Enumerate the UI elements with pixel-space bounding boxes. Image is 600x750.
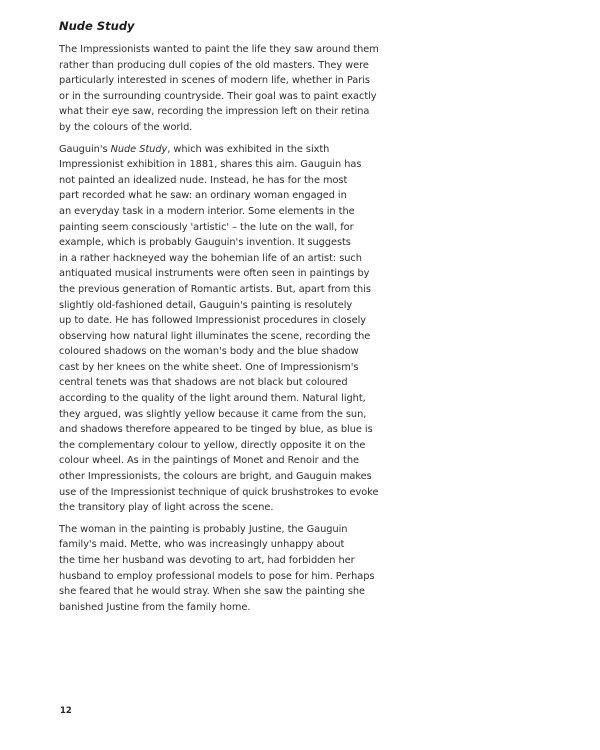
text-line: the complementary colour to yellow, directly opposite it on the	[59, 439, 366, 451]
text-line: and shadows therefore appeared to be tinged by blue, as blue is	[59, 424, 373, 436]
text-line: example, which is probably Gauguin's invention. It suggests	[59, 237, 351, 249]
text-line: the previous generation of Romantic artists. But, apart from this	[59, 283, 371, 295]
text-line: The Impressionists wanted to paint the life they saw around them	[59, 44, 379, 55]
text-line: according to the quality of the light around them. Natural light,	[59, 393, 366, 405]
text-line: up to date. He has followed Impressionist procedures in closely	[59, 315, 366, 327]
text-line: Impressionist exhibition in 1881, shares this aim. Gauguin has	[59, 159, 362, 171]
text-line: in a rather hackneyed way the bohemian life of an artist: such	[59, 252, 362, 264]
text-line: antiquated musical instruments were often seen in paintings by	[59, 268, 370, 280]
text-line: she feared that he would stray. When she saw the painting she	[59, 586, 366, 598]
text-line: other Impressionists, the colours are bright, and Gauguin makes	[59, 471, 372, 483]
text-line: what their eye saw, recording the impression left on their retina	[59, 106, 370, 118]
text-line: family's maid. Mette, who was increasingly unhappy about	[59, 539, 345, 551]
text-line: or in the surrounding countryside. Their goal was to paint exactly	[59, 90, 377, 102]
text-line: The woman in the painting is probably Justine, the Gauguin	[59, 523, 348, 535]
text-line	[59, 142, 519, 158]
text-line: banished Justine from the family home.	[59, 601, 251, 613]
text-line: not painted an idealized nude. Instead, he has for the most	[59, 174, 348, 186]
paragraph-3	[59, 522, 519, 616]
text-line: part recorded what he saw: an ordinary woman engaged in	[59, 190, 347, 202]
text-line: rather than producing dull copies of the old masters. They were	[59, 59, 369, 71]
text-line: colour wheel. As in the paintings of Monet and Renoir and the	[59, 455, 359, 467]
text-line: the time her husband was devoting to art, had forbidden her	[59, 555, 355, 566]
paragraph-2	[59, 142, 519, 516]
text-line: the transitory play of light across the scene.	[59, 502, 274, 514]
text-line: they argued, was slightly yellow because it came from the sun,	[59, 408, 367, 420]
text-line: an everyday task in a modern interior. Some elements in the	[59, 205, 355, 217]
text-line: slightly old-fashioned detail, Gauguin's painting is resolutely	[59, 299, 353, 311]
paragraph-1	[59, 42, 519, 136]
text-run: , which was exhibited in the sixth	[167, 143, 330, 155]
text-line: particularly interested in scenes of modern life, whether in Paris	[59, 75, 370, 87]
text-line: coloured shadows on the woman's body and the blue shadow	[59, 346, 359, 358]
body-text	[59, 42, 519, 621]
text-line: central tenets was that shadows are not black but coloured	[59, 377, 348, 389]
text-line: painting seem consciously 'artistic' – the lute on the wall, for	[59, 221, 354, 233]
page-number: 12	[60, 706, 72, 716]
text-line: observing how natural light illuminates the scene, recording the	[59, 330, 371, 342]
text-line: by the colours of the world.	[59, 121, 193, 133]
text-line: husband to employ professional models to pose for him. Perhaps	[59, 570, 375, 582]
text-line: cast by her knees on the white sheet. One of Impressionism's	[59, 361, 359, 373]
section-heading: Nude Study	[59, 19, 135, 33]
artwork-title: Nude Study	[110, 143, 168, 155]
text-run: Gauguin's	[59, 143, 111, 155]
text-line: use of the Impressionist technique of quick brushstrokes to evoke	[59, 486, 379, 498]
